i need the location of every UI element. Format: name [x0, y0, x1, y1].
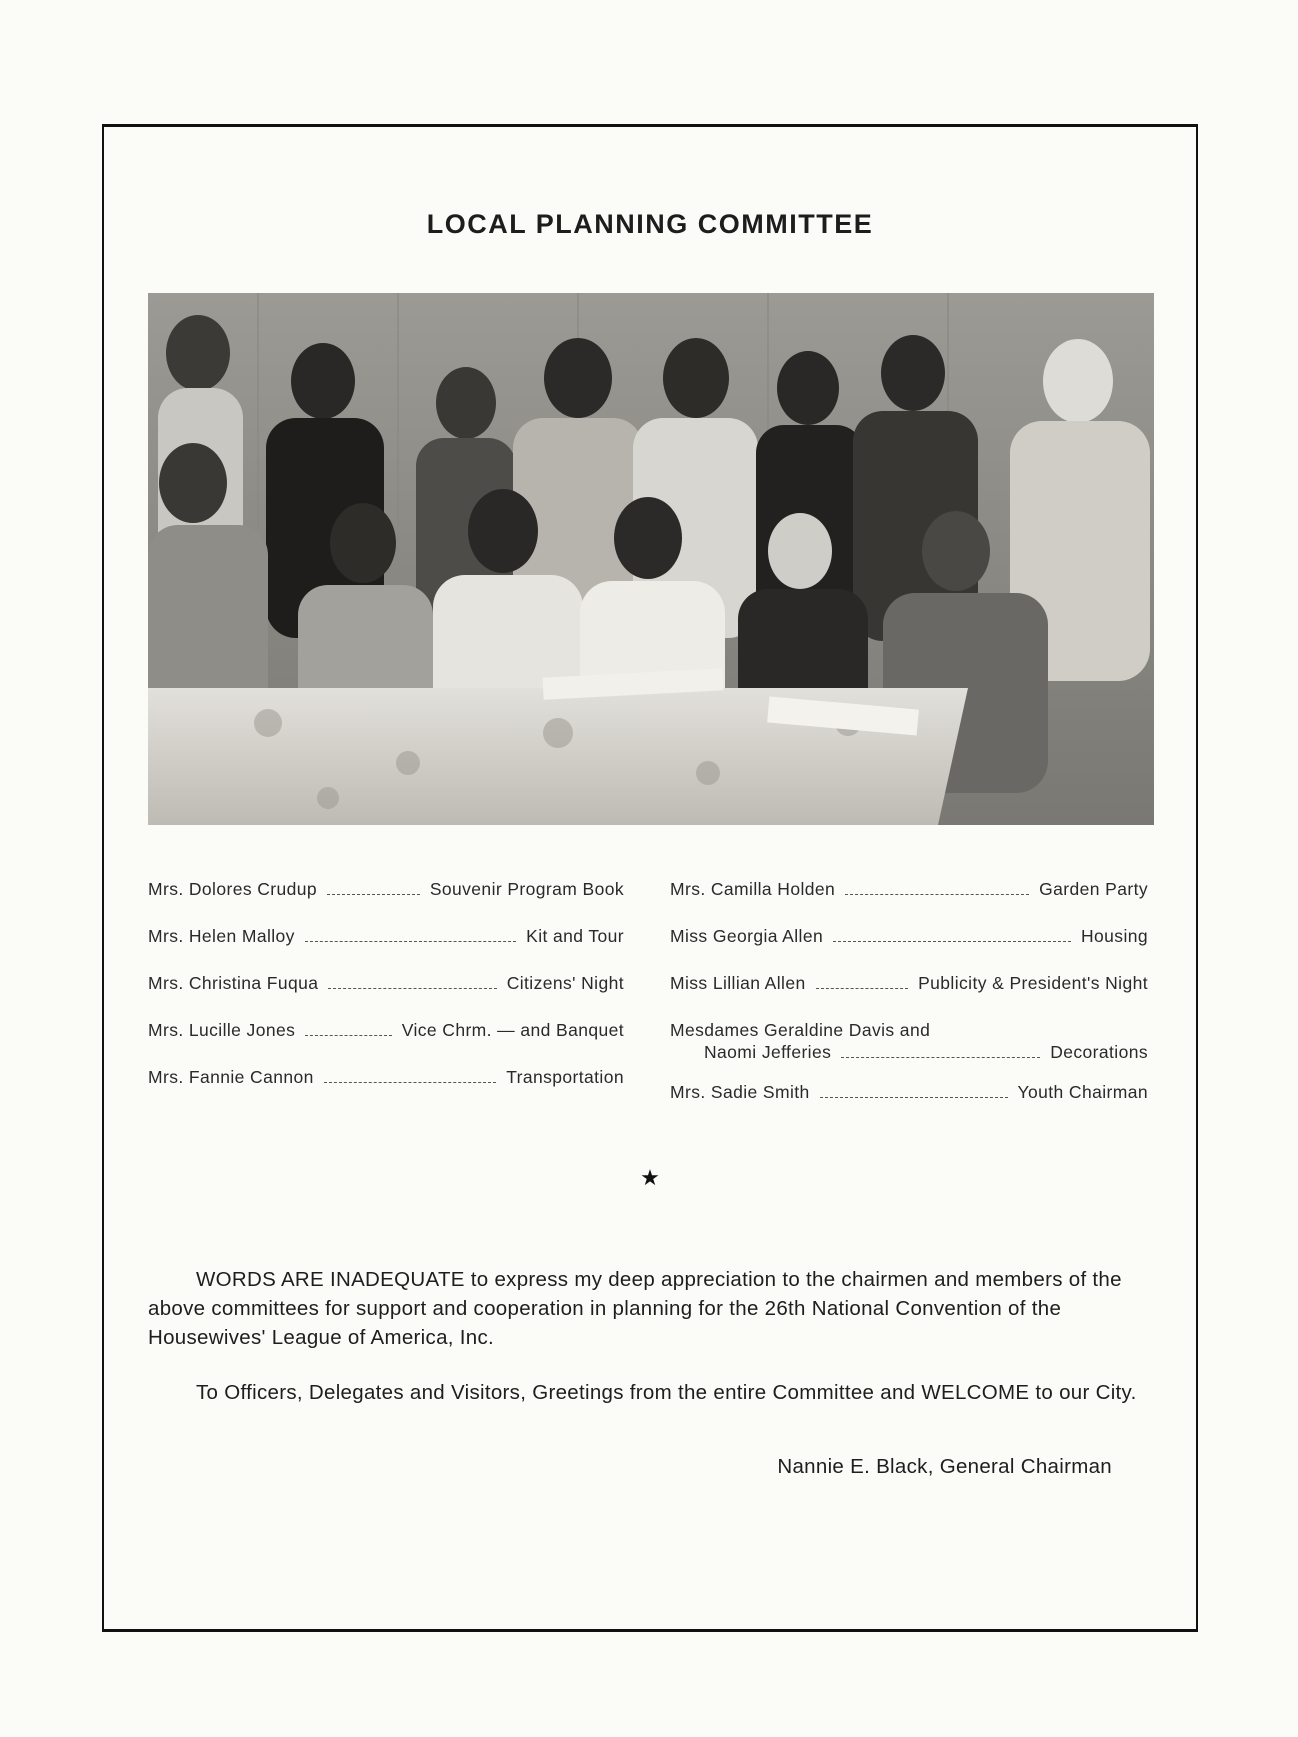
member-name: Mesdames Geraldine Davis and — [670, 1020, 931, 1040]
member-name-continued: Naomi Jefferies — [704, 1042, 832, 1062]
committee-list-right — [670, 879, 1148, 1129]
committee-entry — [670, 879, 1148, 903]
member-name: Mrs. Lucille Jones — [148, 1020, 296, 1040]
member-role: Vice Chrm. — and Banquet — [401, 1020, 624, 1040]
committee-entry — [670, 926, 1148, 950]
member-role: Transportation — [506, 1067, 624, 1087]
leader-dots — [816, 988, 909, 989]
committee-list-left — [148, 879, 624, 1114]
member-role: Citizens' Night — [506, 973, 624, 993]
member-role: Decorations — [1050, 1042, 1148, 1062]
leader-dots — [833, 941, 1071, 942]
appreciation-paragraph — [148, 1265, 1148, 1352]
appreciation-lead: WORDS ARE INADEQUATE — [196, 1268, 465, 1291]
leader-dots — [324, 1082, 496, 1083]
member-name: Mrs. Helen Malloy — [148, 926, 295, 946]
leader-dots — [820, 1097, 1008, 1098]
leader-dots — [328, 988, 496, 989]
member-name: Mrs. Sadie Smith — [670, 1082, 810, 1102]
member-role: Souvenir Program Book — [429, 879, 624, 899]
welcome-paragraph: To Officers, Delegates and Visitors, Greetings from the entire Committee and WELCOME to our City. — [196, 1381, 1137, 1404]
member-role: Youth Chairman — [1017, 1082, 1148, 1102]
member-name: Mrs. Camilla Holden — [670, 879, 836, 899]
committee-entry — [148, 1067, 624, 1091]
leader-dots — [305, 1035, 391, 1036]
member-name: Miss Georgia Allen — [670, 926, 824, 946]
leader-dots — [845, 894, 1029, 895]
member-role: Publicity & President's Night — [918, 973, 1148, 993]
leader-dots — [327, 894, 420, 895]
member-name: Mrs. Dolores Crudup — [148, 879, 318, 899]
member-role: Kit and Tour — [526, 926, 624, 946]
member-role: Housing — [1080, 926, 1148, 946]
member-role: Garden Party — [1039, 879, 1148, 899]
committee-entry — [670, 973, 1148, 997]
leader-dots — [841, 1057, 1040, 1058]
member-name: Miss Lillian Allen — [670, 973, 806, 993]
member-name: Mrs. Fannie Cannon — [148, 1067, 314, 1087]
committee-entry — [670, 1082, 1148, 1106]
appreciation-text: to express my deep appreciation to the chairmen and members of the above committees for support and cooperation in planning for the 26th National Convention of the Housewives' League of America, Inc. — [148, 1268, 1122, 1349]
committee-entry — [148, 973, 624, 997]
page-border — [102, 124, 1198, 1632]
committee-entry — [148, 926, 624, 950]
leader-dots — [305, 941, 516, 942]
group-photo-icon — [148, 293, 1154, 825]
page-title: LOCAL PLANNING COMMITTEE — [426, 209, 874, 239]
committee-entry — [670, 1020, 1148, 1066]
signature: Nannie E. Black, General Chairman — [777, 1455, 1112, 1478]
member-name: Mrs. Christina Fuqua — [148, 973, 319, 993]
committee-entry — [148, 1020, 624, 1044]
committee-entry — [148, 879, 624, 903]
star-icon: ★ — [640, 1165, 660, 1190]
